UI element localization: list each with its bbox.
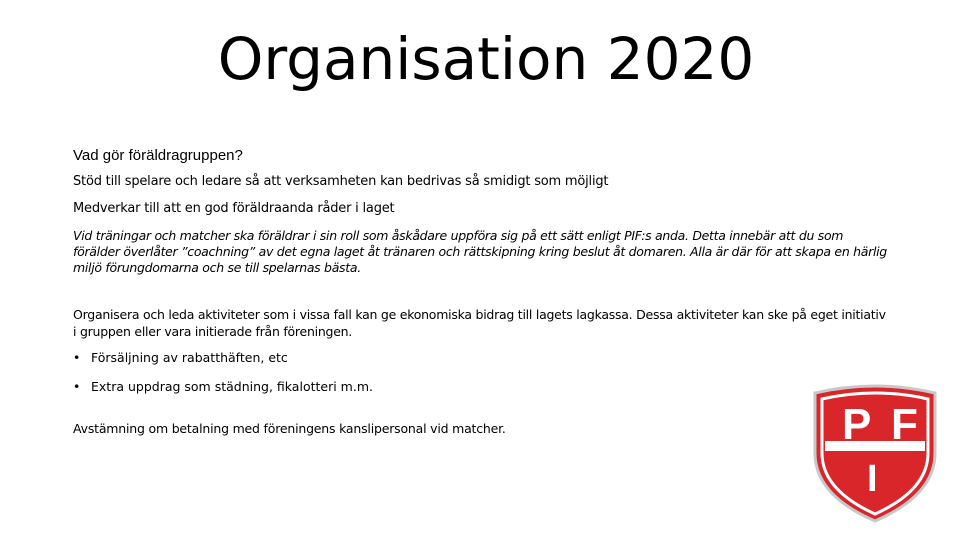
list-item	[73, 350, 888, 366]
list-item-text: Försäljning av rabatthäften, etc	[91, 350, 288, 365]
parent-spirit-line: Medverkar till att en god föräldraanda råder i laget	[73, 201, 395, 216]
slide-title: Organisation 2020	[217, 25, 755, 93]
conduct-paragraph: Vid träningar och matcher ska föräldrar i sin roll som åskådare uppföra sig på ett sätt enligt PIF:s anda. Detta innebär att du som förälder överlåter ”coachning” av det egna laget åt tränaren och rättskipning kring beslut åt domaren. Alla är där för att skapa en härlig miljö förungdomarna och se till spelarnas bästa.	[73, 228, 887, 275]
slide-content	[73, 146, 888, 437]
list-item	[73, 379, 888, 395]
support-line: Stöd till spelare och ledare så att verksamheten kan bedrivas så smidigt som möjligt	[73, 174, 609, 189]
list-item-text: Extra uppdrag som städning, fikalotteri m.m.	[91, 379, 373, 394]
logo-letter-i: I	[867, 458, 878, 500]
bullet-glyph: •	[73, 350, 81, 365]
activities-list	[73, 350, 888, 395]
section-heading: Vad gör föräldragruppen?	[73, 147, 243, 164]
logo-letter-p: P	[842, 400, 872, 449]
logo-letter-f: F	[891, 400, 918, 449]
pif-club-logo	[805, 383, 945, 525]
payment-line: Avstämning om betalning med föreningens kanslipersonal vid matcher.	[73, 421, 506, 436]
activities-paragraph: Organisera och leda aktiviteter som i vissa fall kan ge ekonomiska bidrag till lagets lagkassa. Dessa aktiviteter kan ske på eget initiativ i gruppen eller vara initierade från föreningen.	[73, 307, 886, 339]
bullet-glyph: •	[73, 379, 81, 394]
